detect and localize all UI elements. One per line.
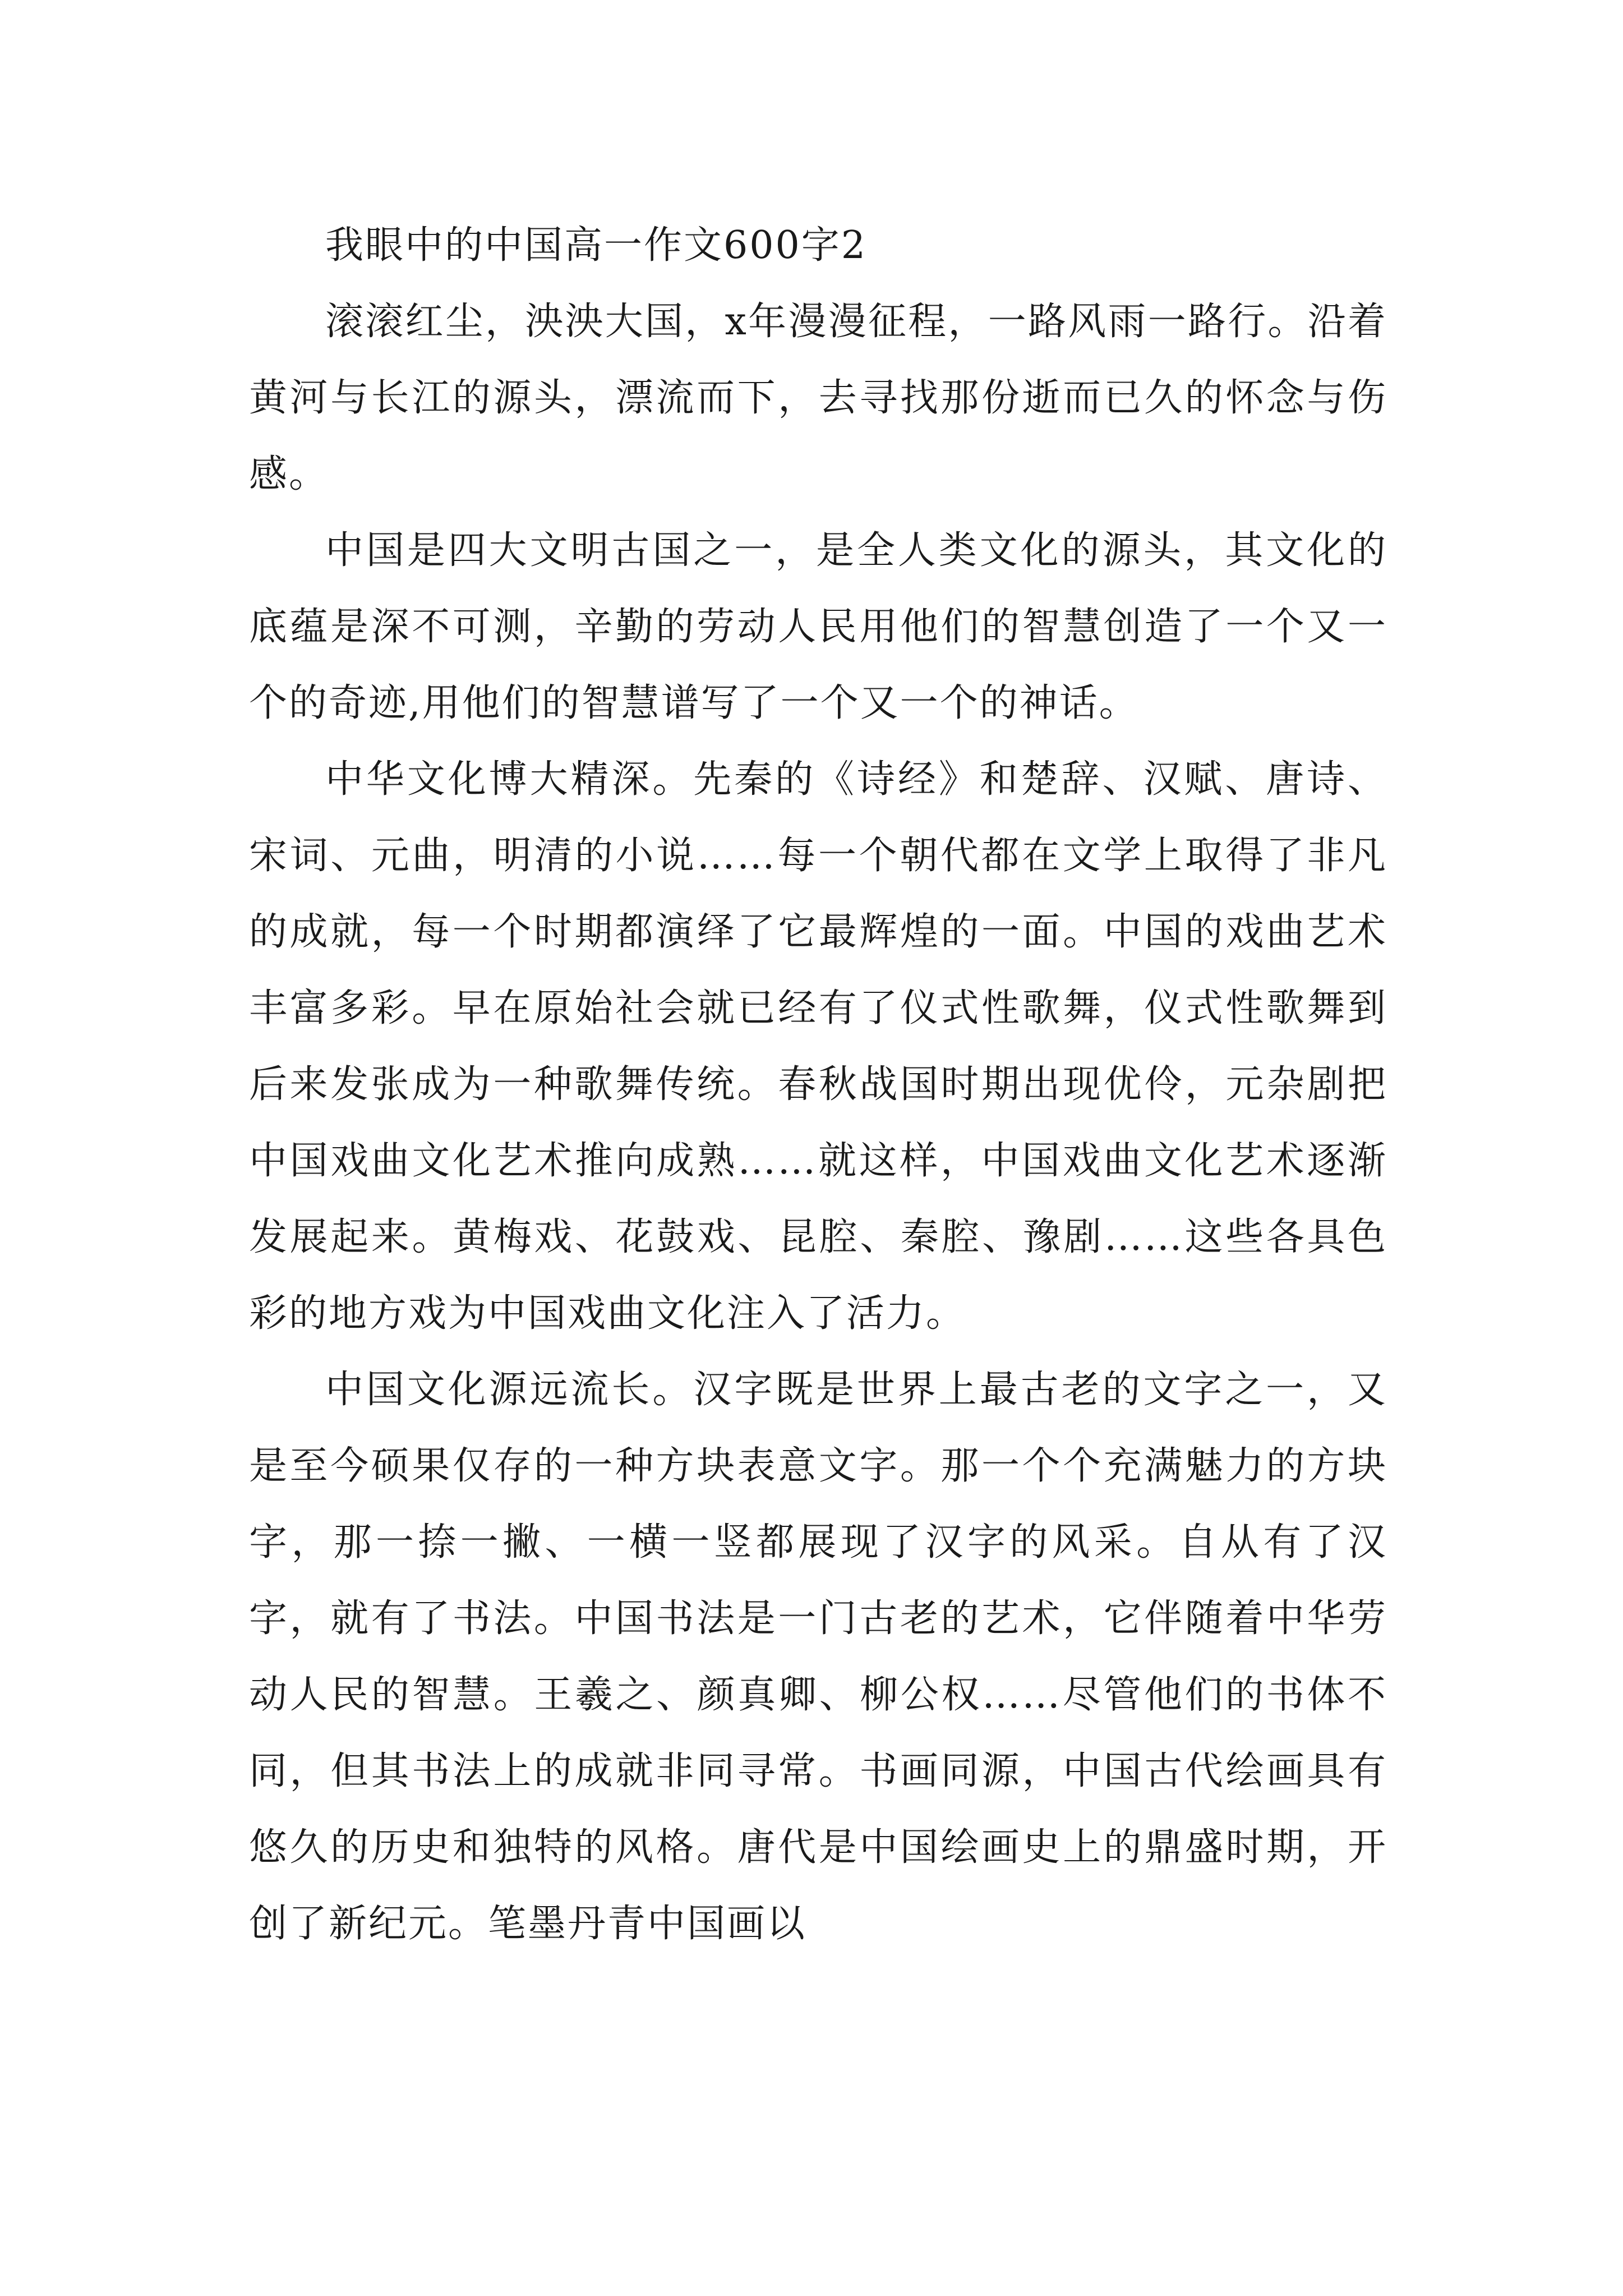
paragraph-2: 中国是四大文明古国之一，是全人类文化的源头，其文化的底蕴是深不可测，辛勤的劳动人民用他们的智慧创造了一个又一个的奇迹,用他们的智慧谱写了一个又一个的神话。 — [249, 528, 1387, 725]
paragraph-3: 中华文化博大精深。先秦的《诗经》和楚辞、汉赋、唐诗、宋词、元曲，明清的小说……每一个朝代都在文学上取得了非凡的成就，每一个时期都演绎了它最辉煌的一面。中国的戏曲艺术丰富多彩。早在原始社会就已经有了仪式性歌舞，仪式性歌舞到后来发张成为一种歌舞传统。春秋战国时期出现优伶，元杂剧把中国戏曲文化艺术推向成熟……就这样，中国戏曲文化艺术逐渐发展起来。黄梅戏、花鼓戏、昆腔、秦腔、豫剧……这些各具色彩的地方戏为中国戏曲文化注入了活力。 — [249, 757, 1387, 1336]
article-body — [249, 208, 1387, 1962]
paragraph-1: 滚滚红尘，泱泱大国，x年漫漫征程，一路风雨一路行。沿着黄河与长江的源头，漂流而下，去寻找那份逝而已久的怀念与伤感。 — [249, 300, 1387, 496]
paragraph-4: 中国文化源远流长。汉字既是世界上最古老的文字之一，又是至今硕果仅存的一种方块表意文字。那一个个充满魅力的方块字，那一捺一撇、一横一竖都展现了汉字的风采。自从有了汉字，就有了书法。中国书法是一门古老的艺术，它伴随着中华劳动人民的智慧。王羲之、颜真卿、柳公权……尽管他们的书体不同，但其书法上的成就非同寻常。书画同源，中国古代绘画具有悠久的历史和独特的风格。唐代是中国绘画史上的鼎盛时期，开创了新纪元。笔墨丹青中国画以 — [249, 1368, 1387, 1946]
document-title: 我眼中的中国高一作文600字2 — [325, 223, 868, 268]
